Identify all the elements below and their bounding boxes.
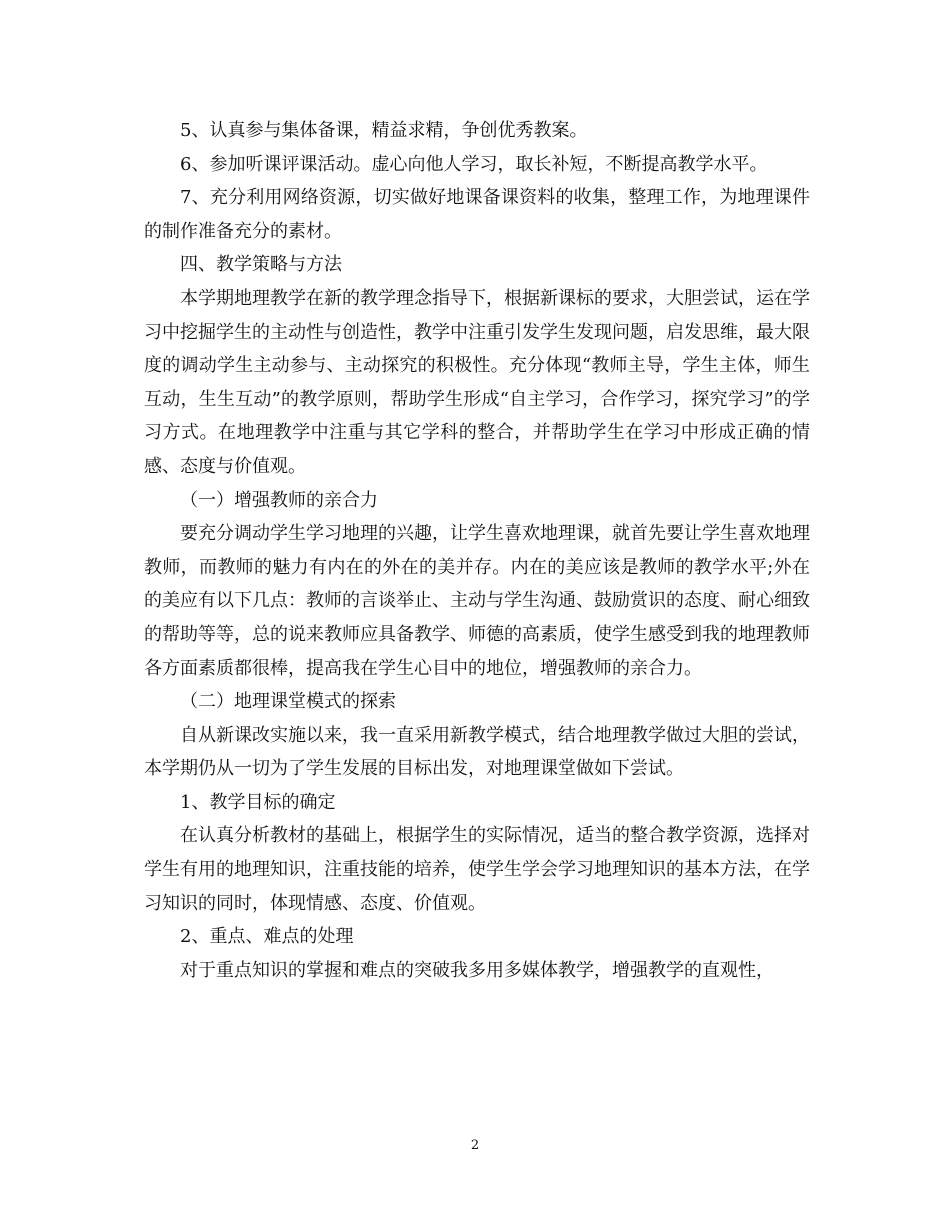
paragraph-key-points: 对于重点知识的掌握和难点的突破我多用多媒体教学，增强教学的直观性， xyxy=(180,959,774,981)
paragraph-teacher-affinity: 要充分调动学生学习地理的兴趣，让学生喜欢地理课，就首先要让学生喜欢地理教师，而教师的魅力有内在的外在的美并存。内在的美应该是教师的教学水平;外在的美应有以下几点：教师的言谈举止、主动与学生沟通、鼓励赏识的态度、耐心细致的帮助等等，总的说来教师应具备教学、师德的高素质，使学生感受到我的地理教师各方面素质都很棒，提高我在学生心目中的地位，增强教师的亲合力。 xyxy=(144,523,810,679)
subheading-teaching-goals: 1、教学目标的确定 xyxy=(180,791,336,813)
paragraph-item-7: 7、充分利用网络资源，切实做好地课备课资料的收集，整理工作，为地理课件的制作准备充分的素材。 xyxy=(144,187,810,242)
paragraph-item-5: 5、认真参与集体备课，精益求精，争创优秀教案。 xyxy=(180,120,588,141)
subheading-key-points: 2、重点、难点的处理 xyxy=(180,926,354,948)
subheading-teacher-affinity: （一）增强教师的亲合力 xyxy=(180,489,378,511)
paragraph-strategy-overview: 本学期地理教学在新的教学理念指导下，根据新课标的要求，大胆尝试，运在学习中挖掘学生的主动性与创造性，教学中注重引发学生发现问题，启发思维，最大限度的调动学生主动参与、主动探究的积极性。充分体现“教师主导，学生主体，师生互动，生生互动”的教学原则，帮助学生形成“自主学习，合作学习，探究学习”的学习方式。在地理教学中注重与其它学科的整合，并帮助学生在学习中形成正确的情感、态度与价值观。 xyxy=(144,287,810,477)
section-heading-teaching-strategy: 四、教学策略与方法 xyxy=(180,254,342,276)
paragraph-classroom-model: 自从新课改实施以来，我一直采用新教学模式，结合地理教学做过大胆的尝试，本学期仍从一切为了学生发展的目标出发，对地理课堂做如下尝试。 xyxy=(144,724,810,780)
paragraph-teaching-goals: 在认真分析教材的基础上，根据学生的实际情况，适当的整合教学资源，选择对学生有用的地理知识，注重技能的培养，使学生学会学习地理知识的基本方法，在学习知识的同时，体现情感、态度、价值观。 xyxy=(144,825,810,914)
document-body xyxy=(144,114,810,987)
page-number: 2 xyxy=(470,1138,480,1153)
subheading-classroom-model: （二）地理课堂模式的探索 xyxy=(180,691,396,713)
paragraph-item-6: 6、参加听课评课活动。虚心向他人学习，取长补短，不断提高教学水平。 xyxy=(180,153,768,175)
